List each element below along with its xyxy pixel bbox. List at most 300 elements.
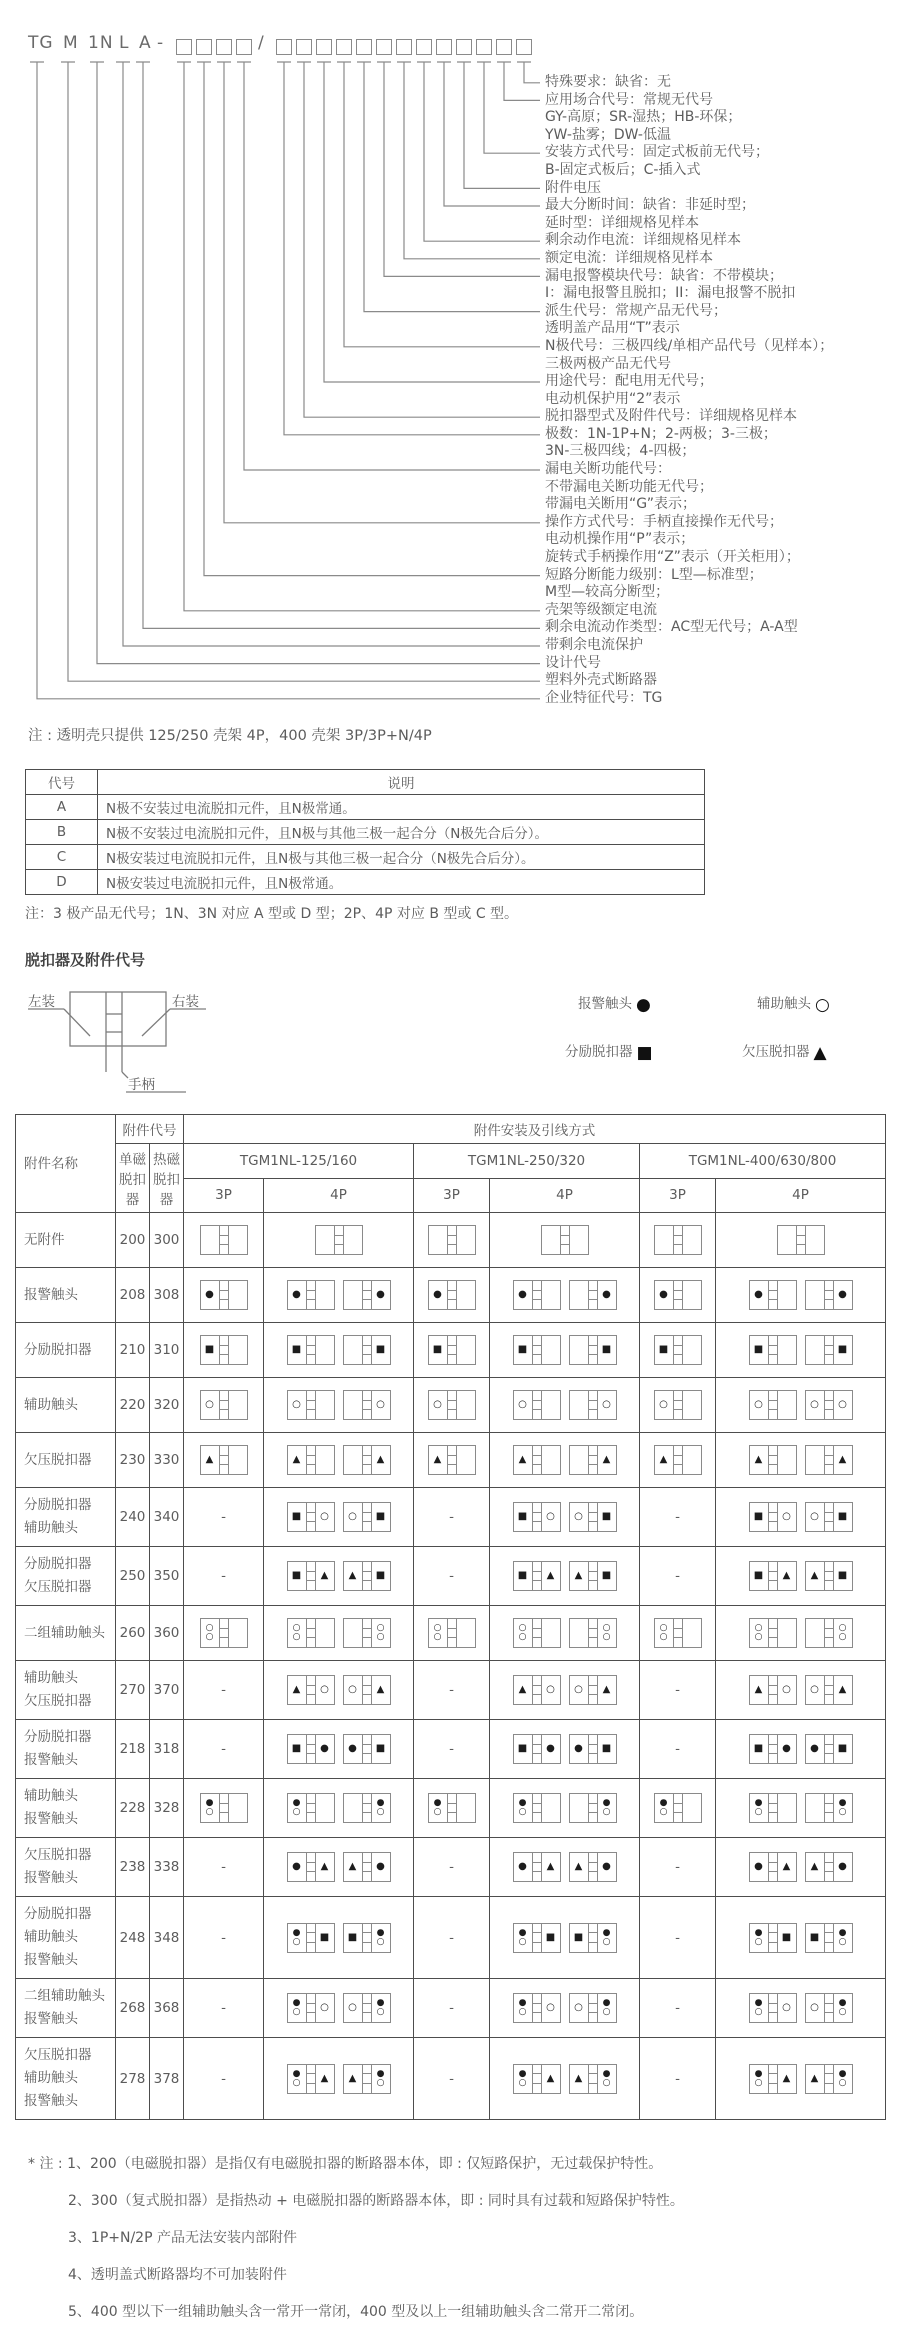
model-code-box <box>476 39 492 55</box>
aux-symbol-icon: ○ <box>348 1684 357 1695</box>
breaker-diagram <box>428 1335 476 1365</box>
aux-symbol-icon: ○ <box>433 1632 442 1642</box>
accessory-name: 欠压脱扣器 辅助触头 报警触头 <box>16 2038 116 2120</box>
accessory-row <box>16 1547 886 1606</box>
breaker-diagram <box>805 1675 853 1705</box>
breaker-diagram <box>287 1993 335 2023</box>
uv-symbol-icon: ▲ <box>376 1684 385 1695</box>
breaker-diagram <box>513 2064 561 2094</box>
accessory-row <box>16 1268 886 1323</box>
acc-pole-header: 3P <box>640 1178 716 1213</box>
aux-symbol-icon: ○ <box>292 1936 301 1947</box>
breaker-diagram <box>287 1335 335 1365</box>
legend-label: 报警触头 <box>578 996 632 1012</box>
uv-symbol-icon: ▲ <box>574 1570 583 1581</box>
accessory-name: 分励脱扣器 <box>16 1323 116 1378</box>
install-diagram-cell <box>264 1378 414 1433</box>
breaker-diagram <box>513 1734 561 1764</box>
alarm-symbol-icon: ● <box>292 1998 301 2008</box>
breaker-diagram <box>513 1502 561 1532</box>
section-title: 脱扣器及附件代号 <box>25 951 146 969</box>
accessory-name: 无附件 <box>16 1213 116 1268</box>
install-diagram-cell <box>716 1433 886 1488</box>
legend-label: 分励脱扣器 <box>565 1044 633 1060</box>
alarm-symbol-icon: ● <box>518 1927 527 1938</box>
install-diagram-cell <box>640 1213 716 1268</box>
legend-label: 欠压脱扣器 <box>742 1044 810 1060</box>
shunt-symbol-icon: ■ <box>375 1570 386 1581</box>
model-code-labels <box>545 74 895 707</box>
thermal-code: 378 <box>150 2038 184 2120</box>
alarm-symbol-icon: ● <box>518 1998 527 2008</box>
shunt-symbol-icon: ■ <box>601 1344 612 1355</box>
magnetic-code: 228 <box>116 1779 150 1838</box>
shunt-symbol-icon: ■ <box>753 1344 764 1355</box>
alarm-symbol-icon: ● <box>754 1798 763 1808</box>
aux-symbol-icon: ○ <box>838 1632 847 1642</box>
install-diagram-cell: - <box>414 1838 490 1897</box>
magnetic-code: 208 <box>116 1268 150 1323</box>
magnetic-code: 240 <box>116 1488 150 1547</box>
breaker-diagram <box>513 1618 561 1648</box>
install-diagram-cell: - <box>184 1661 264 1720</box>
install-diagram-cell <box>640 1323 716 1378</box>
uv-symbol-icon: ▲ <box>205 1454 214 1465</box>
install-diagram-cell <box>490 1213 640 1268</box>
breaker-diagram <box>287 1852 335 1882</box>
alarm-symbol-icon: ● <box>838 1289 847 1300</box>
breaker-diagram <box>569 1793 617 1823</box>
install-diagram-cell: - <box>184 1720 264 1779</box>
breaker-diagram <box>805 1335 853 1365</box>
breaker-diagram <box>513 1923 561 1953</box>
alarm-symbol-icon: ● <box>518 1798 527 1808</box>
install-diagram-cell <box>264 1433 414 1488</box>
aux-symbol-icon: ○ <box>376 1936 385 1947</box>
code-label-line: 剩余电流动作类型：AC型无代号；A-A型 <box>545 619 798 636</box>
npole-row <box>26 870 705 895</box>
model-code-box <box>336 39 352 55</box>
code-label-line: 附件电压 <box>545 179 601 196</box>
model-code-letter: 1N <box>88 33 114 53</box>
alarm-symbol-icon: ● <box>433 1289 442 1300</box>
aux-symbol-icon: ○ <box>602 1936 611 1947</box>
alarm-symbol-icon: ● <box>838 1861 847 1872</box>
install-diagram-cell <box>490 1547 640 1606</box>
accessory-name: 欠压脱扣器 <box>16 1433 116 1488</box>
npole-table <box>25 769 705 895</box>
aux-symbol-icon: ○ <box>205 1632 214 1642</box>
uv-symbol-icon: ▲ <box>810 2072 819 2084</box>
breaker-diagram <box>287 2064 335 2094</box>
breaker-diagram <box>569 1445 617 1475</box>
footnote-line: 2、300（复式脱扣器）是指热动 + 电磁脱扣器的断路器本体，即 : 同时具有过载和短路保护特性。 <box>68 2193 684 2209</box>
breaker-diagram <box>541 1225 589 1255</box>
aux-symbol-icon: ○ <box>754 2007 763 2017</box>
breaker-diagram <box>654 1225 702 1255</box>
install-diagram-cell <box>184 1779 264 1838</box>
shunt-symbol-icon: ■ <box>753 1570 764 1581</box>
magnetic-code: 218 <box>116 1720 150 1779</box>
accessory-name: 报警触头 <box>16 1268 116 1323</box>
install-diagram-cell <box>490 1979 640 2038</box>
accessory-name: 辅助触头 <box>16 1378 116 1433</box>
accessory-name: 分励脱扣器 辅助触头 <box>16 1488 116 1547</box>
accessory-row <box>16 1433 886 1488</box>
breaker-diagram <box>513 1793 561 1823</box>
install-diagram-cell <box>264 1268 414 1323</box>
accessory-row <box>16 1779 886 1838</box>
model-code-letter: A <box>139 33 152 53</box>
aux-symbol-icon: ○ <box>659 1632 668 1642</box>
accessory-table <box>15 1114 886 2120</box>
breaker-diagram <box>749 1734 797 1764</box>
install-diagram-cell <box>414 1323 490 1378</box>
install-diagram-cell: - <box>414 1661 490 1720</box>
aux-symbol-icon: ○ <box>433 1623 442 1633</box>
shunt-symbol-icon: ■ <box>837 1511 848 1522</box>
breaker-diagram <box>805 1561 853 1591</box>
shunt-symbol-icon: ■ <box>601 1511 612 1522</box>
aux-symbol-icon: ○ <box>518 1807 527 1817</box>
breaker-diagram <box>749 1445 797 1475</box>
breaker-diagram <box>654 1390 702 1420</box>
breaker-diagram <box>749 1335 797 1365</box>
aux-symbol-icon: ○ <box>659 1807 668 1817</box>
uv-symbol-icon: ▲ <box>518 1454 527 1465</box>
uv-symbol-icon: ▲ <box>782 1570 791 1581</box>
aux-symbol-icon: ○ <box>518 1399 527 1410</box>
npole-code: B <box>26 820 98 845</box>
aux-symbol-icon: ○ <box>754 1632 763 1642</box>
breaker-diagram <box>569 1993 617 2023</box>
accessory-name: 辅助触头 欠压脱扣器 <box>16 1661 116 1720</box>
npole-row <box>26 820 705 845</box>
accessory-row <box>16 1720 886 1779</box>
aux-symbol-icon: ○ <box>754 1623 763 1633</box>
model-code-box <box>396 39 412 55</box>
accessory-row <box>16 1323 886 1378</box>
breaker-diagram <box>805 1993 853 2023</box>
breaker-diagram <box>513 1335 561 1365</box>
model-code-separator: / <box>258 33 265 53</box>
breaker-diagram <box>749 1793 797 1823</box>
breaker-diagram <box>428 1793 476 1823</box>
mount-left-label: 左装 <box>28 994 55 1010</box>
breaker-diagram <box>343 1923 391 1953</box>
alarm-symbol-icon: ● <box>838 1998 847 2008</box>
install-diagram-cell <box>490 1433 640 1488</box>
aux-symbol-icon: ○ <box>292 1399 301 1410</box>
aux-symbol-icon: ○ <box>782 2002 791 2013</box>
aux-symbol-icon: ○ <box>320 2002 329 2013</box>
aux-symbol-icon: ○ <box>546 1511 555 1522</box>
code-label-line: 设计代号 <box>545 654 601 671</box>
code-label-line: I：漏电报警且脱扣；II：漏电报警不脱扣 <box>545 285 796 302</box>
shunt-symbol-icon: ■ <box>375 1511 386 1522</box>
npole-desc: N极不安装过电流脱扣元件，且N极与其他三极一起合分（N极先合后分）。 <box>98 820 705 845</box>
install-diagram-cell: - <box>184 1488 264 1547</box>
breaker-diagram <box>343 1280 391 1310</box>
aux-symbol-icon: ○ <box>810 1684 819 1695</box>
aux-symbol-icon: ○ <box>205 1807 214 1817</box>
npole-note: 注：3 极产品无代号；1N、3N 对应 A 型或 D 型；2P、4P 对应 B 型或 C 型。 <box>25 906 519 922</box>
install-diagram-cell <box>264 1323 414 1378</box>
install-diagram-cell: - <box>414 1547 490 1606</box>
breaker-diagram <box>315 1225 363 1255</box>
install-diagram-cell <box>184 1323 264 1378</box>
alarm-symbol-icon: ● <box>292 1927 301 1938</box>
aux-symbol-icon: ○ <box>376 1807 385 1817</box>
install-diagram-cell <box>640 1779 716 1838</box>
uv-symbol-icon: ▲ <box>292 1454 301 1465</box>
install-diagram-cell: - <box>184 1838 264 1897</box>
uv-symbol-icon: ▲ <box>546 1570 555 1581</box>
breaker-diagram <box>343 1618 391 1648</box>
breaker-diagram <box>654 1445 702 1475</box>
install-diagram-cell <box>490 1838 640 1897</box>
thermal-code: 350 <box>150 1547 184 1606</box>
acc-thermal-header: 热磁脱扣器 <box>150 1144 184 1213</box>
shunt-symbol-icon: ■ <box>375 1344 386 1355</box>
alarm-symbol-icon: ● <box>292 2068 301 2079</box>
install-diagram-cell <box>716 1268 886 1323</box>
install-diagram-cell <box>184 1606 264 1661</box>
install-diagram-cell <box>716 1213 886 1268</box>
alarm-symbol-icon: ● <box>602 1798 611 1808</box>
accessory-name: 二组辅助触头 <box>16 1606 116 1661</box>
breaker-diagram <box>343 2064 391 2094</box>
shunt-symbol-icon: ■ <box>781 1931 792 1943</box>
alarm-symbol-icon: ● <box>376 1798 385 1808</box>
install-diagram-cell: - <box>640 1661 716 1720</box>
uv-symbol-icon: ▲ <box>810 1861 819 1872</box>
alarm-symbol-icon: ● <box>205 1798 214 1808</box>
breaker-diagram <box>428 1618 476 1648</box>
npole-desc: N极不安装过电流脱扣元件，且N极常通。 <box>98 795 705 820</box>
code-label-line: 带漏电关断用“G”表示； <box>545 496 697 513</box>
aux-symbol-icon: ○ <box>659 1623 668 1633</box>
shunt-symbol-icon: ■ <box>319 1931 330 1943</box>
aux-symbol-icon: ○ <box>292 2007 301 2017</box>
model-code-box <box>516 39 532 55</box>
alarm-symbol-icon: ● <box>838 1927 847 1938</box>
install-diagram-cell <box>414 1378 490 1433</box>
alarm-symbol-icon: ● <box>754 2068 763 2079</box>
breaker-diagram <box>569 2064 617 2094</box>
alarm-symbol-icon: ● <box>376 1927 385 1938</box>
install-diagram-cell <box>184 1268 264 1323</box>
breaker-diagram <box>654 1280 702 1310</box>
shunt-symbol-icon: ■ <box>291 1743 302 1754</box>
uv-symbol-icon: ▲ <box>838 1684 847 1695</box>
breaker-diagram <box>287 1734 335 1764</box>
accessory-name: 辅助触头 报警触头 <box>16 1779 116 1838</box>
install-diagram-cell <box>716 1547 886 1606</box>
uv-symbol-icon: ▲ <box>376 1454 385 1465</box>
magnetic-code: 220 <box>116 1378 150 1433</box>
code-label-line: 最大分断时间：缺省：非延时型； <box>545 197 755 214</box>
shunt-symbol-icon: ■ <box>347 1931 358 1943</box>
alarm-symbol-icon: ● <box>754 1861 763 1872</box>
model-code-box <box>316 39 332 55</box>
thermal-code: 360 <box>150 1606 184 1661</box>
acc-pole-header: 3P <box>184 1178 264 1213</box>
uv-symbol-icon: ▲ <box>348 1861 357 1872</box>
install-diagram-cell <box>640 1268 716 1323</box>
install-diagram-cell <box>490 1720 640 1779</box>
code-label-line: 透明盖产品用“T”表示 <box>545 320 680 337</box>
thermal-code: 330 <box>150 1433 184 1488</box>
breaker-diagram <box>343 1675 391 1705</box>
alarm-symbol-icon: ● <box>376 1998 385 2008</box>
breaker-diagram <box>749 1923 797 1953</box>
shunt-symbol-icon: ■ <box>517 1570 528 1581</box>
model-code-box <box>436 39 452 55</box>
install-diagram-cell <box>490 1897 640 1979</box>
aux-symbol-icon: ○ <box>348 2002 357 2013</box>
aux-symbol-icon: ○ <box>205 1399 214 1410</box>
breaker-diagram <box>343 1734 391 1764</box>
aux-symbol-icon: ○ <box>659 1399 668 1410</box>
install-diagram-cell: - <box>414 1897 490 1979</box>
install-diagram-cell <box>490 1268 640 1323</box>
uv-symbol-icon: ▲ <box>546 1861 555 1872</box>
install-diagram-cell: - <box>414 1720 490 1779</box>
alarm-symbol-icon: ● <box>602 1927 611 1938</box>
alarm-symbol-icon: ● <box>292 1798 301 1808</box>
code-label-line: 塑料外壳式断路器 <box>545 672 657 689</box>
install-diagram-cell <box>264 1720 414 1779</box>
install-diagram-cell <box>414 1268 490 1323</box>
aux-symbol-icon: ○ <box>574 1684 583 1695</box>
aux-symbol-icon: ○ <box>518 1623 527 1633</box>
footnotes <box>28 2146 900 2331</box>
model-code-letter: M <box>63 33 79 53</box>
code-label-line: 额定电流：详细规格见样本 <box>545 249 713 266</box>
shunt-symbol-icon: ■ <box>601 1570 612 1581</box>
magnetic-code: 250 <box>116 1547 150 1606</box>
aux-symbol-icon: ○ <box>546 2002 555 2013</box>
code-label-line: 用途代号：配电用无代号； <box>545 373 713 390</box>
install-diagram-cell <box>490 1606 640 1661</box>
thermal-code: 338 <box>150 1838 184 1897</box>
breaker-diagram <box>428 1280 476 1310</box>
code-label-line: 壳架等级额定电流 <box>545 601 657 618</box>
aux-symbol-icon: ○ <box>838 2077 847 2088</box>
accessory-name: 欠压脱扣器 报警触头 <box>16 1838 116 1897</box>
code-label-line: N极代号：三极四线/单相产品代号（见样本）； <box>545 337 834 354</box>
code-label-line: 极数：1N-1P+N；2-两极；3-三极； <box>545 425 777 442</box>
install-diagram-cell <box>490 2038 640 2120</box>
alarm-symbol-icon: ● <box>433 1798 442 1808</box>
aux-symbol-icon: ○ <box>810 2002 819 2013</box>
install-diagram-cell: - <box>184 1979 264 2038</box>
install-diagram-cell <box>184 1378 264 1433</box>
breaker-diagram <box>343 1502 391 1532</box>
install-diagram-cell <box>184 1213 264 1268</box>
aux-symbol-icon: ○ <box>574 1511 583 1522</box>
aux-symbol-icon: ○ <box>602 2007 611 2017</box>
install-diagram-cell: - <box>640 1720 716 1779</box>
model-code-diagram <box>0 0 900 755</box>
acc-pole-header: 4P <box>716 1178 886 1213</box>
aux-symbol-icon: ○ <box>433 1807 442 1817</box>
npole-desc: N极安装过电流脱扣元件，且N极与其他三极一起合分（N极先合后分）。 <box>98 845 705 870</box>
code-label-line: B-固定式板后；C-插入式 <box>545 161 701 178</box>
accessory-row <box>16 1378 886 1433</box>
aux-symbol-icon: ○ <box>602 1807 611 1817</box>
footnote-line: 4、透明盖式断路器均不可加装附件 <box>68 2267 287 2283</box>
breaker-diagram <box>569 1335 617 1365</box>
code-label-line: 不带漏电关断功能无代号； <box>545 478 713 495</box>
alarm-symbol-icon: ● <box>574 1743 583 1754</box>
install-diagram-cell: - <box>640 2038 716 2120</box>
breaker-diagram <box>287 1445 335 1475</box>
aux-symbol-icon: ○ <box>810 1399 819 1410</box>
model-code-box <box>176 39 192 55</box>
aux-symbol-icon: ○ <box>810 1511 819 1522</box>
aux-symbol-icon: ○ <box>518 1936 527 1947</box>
code-label-line: 三极两极产品无代号 <box>545 355 671 372</box>
breaker-diagram <box>569 1561 617 1591</box>
aux-symbol-icon: ○ <box>574 2002 583 2013</box>
legend-label: 辅助触头 <box>757 996 811 1012</box>
code-label-line: GY-高原；SR-湿热；HB-环保； <box>545 109 742 126</box>
uv-symbol-icon: ▲ <box>348 2072 357 2084</box>
aux-symbol-icon: ○ <box>838 1807 847 1817</box>
thermal-code: 370 <box>150 1661 184 1720</box>
acc-frame-400-header: TGM1NL-400/630/800 <box>640 1144 886 1179</box>
install-diagram-cell: - <box>640 1547 716 1606</box>
accessory-name: 分励脱扣器 辅助触头 报警触头 <box>16 1897 116 1979</box>
breaker-diagram <box>513 1561 561 1591</box>
aux-symbol-icon: ○ <box>518 2077 527 2088</box>
accessory-row <box>16 1213 886 1268</box>
aux-symbol-icon: ○ <box>838 1399 847 1410</box>
code-label-line: 短路分断能力级别：L型—标准型； <box>545 566 763 583</box>
code-label-line: 漏电报警模块代号：缺省：不带模块； <box>545 267 783 284</box>
alarm-symbol-icon: ● <box>518 1289 527 1300</box>
aux-symbol-icon: ○ <box>348 1511 357 1522</box>
breaker-diagram <box>654 1793 702 1823</box>
model-code-letter: L <box>119 33 130 53</box>
breaker-diagram <box>749 1502 797 1532</box>
install-diagram-cell: - <box>640 1488 716 1547</box>
breaker-diagram <box>200 1618 248 1648</box>
alarm-symbol-icon: ● <box>546 1743 555 1754</box>
breaker-diagram <box>749 1852 797 1882</box>
npole-desc: N极安装过电流脱扣元件，且N极常通。 <box>98 870 705 895</box>
acc-frame-250-header: TGM1NL-250/320 <box>414 1144 640 1179</box>
install-diagram-cell <box>414 1213 490 1268</box>
uv-symbol-icon: ▲ <box>574 1861 583 1872</box>
code-label-line: 电动机保护用“2”表示 <box>545 390 681 407</box>
install-diagram-cell <box>264 1213 414 1268</box>
shunt-symbol-icon: ■ <box>432 1344 443 1355</box>
install-diagram-cell: - <box>414 1979 490 2038</box>
breaker-diagram <box>343 1993 391 2023</box>
acc-corner-header: 附件名称 <box>16 1115 116 1213</box>
aux-symbol-icon: ○ <box>292 1807 301 1817</box>
npole-code: A <box>26 795 98 820</box>
install-diagram-cell <box>184 1433 264 1488</box>
code-label-line: M型—较高分断型； <box>545 584 670 601</box>
magnetic-code: 200 <box>116 1213 150 1268</box>
alarm-symbol-icon: ● <box>636 995 651 1015</box>
uv-symbol-icon: ▲ <box>292 1684 301 1695</box>
uv-symbol-icon: ▲ <box>320 2072 329 2084</box>
